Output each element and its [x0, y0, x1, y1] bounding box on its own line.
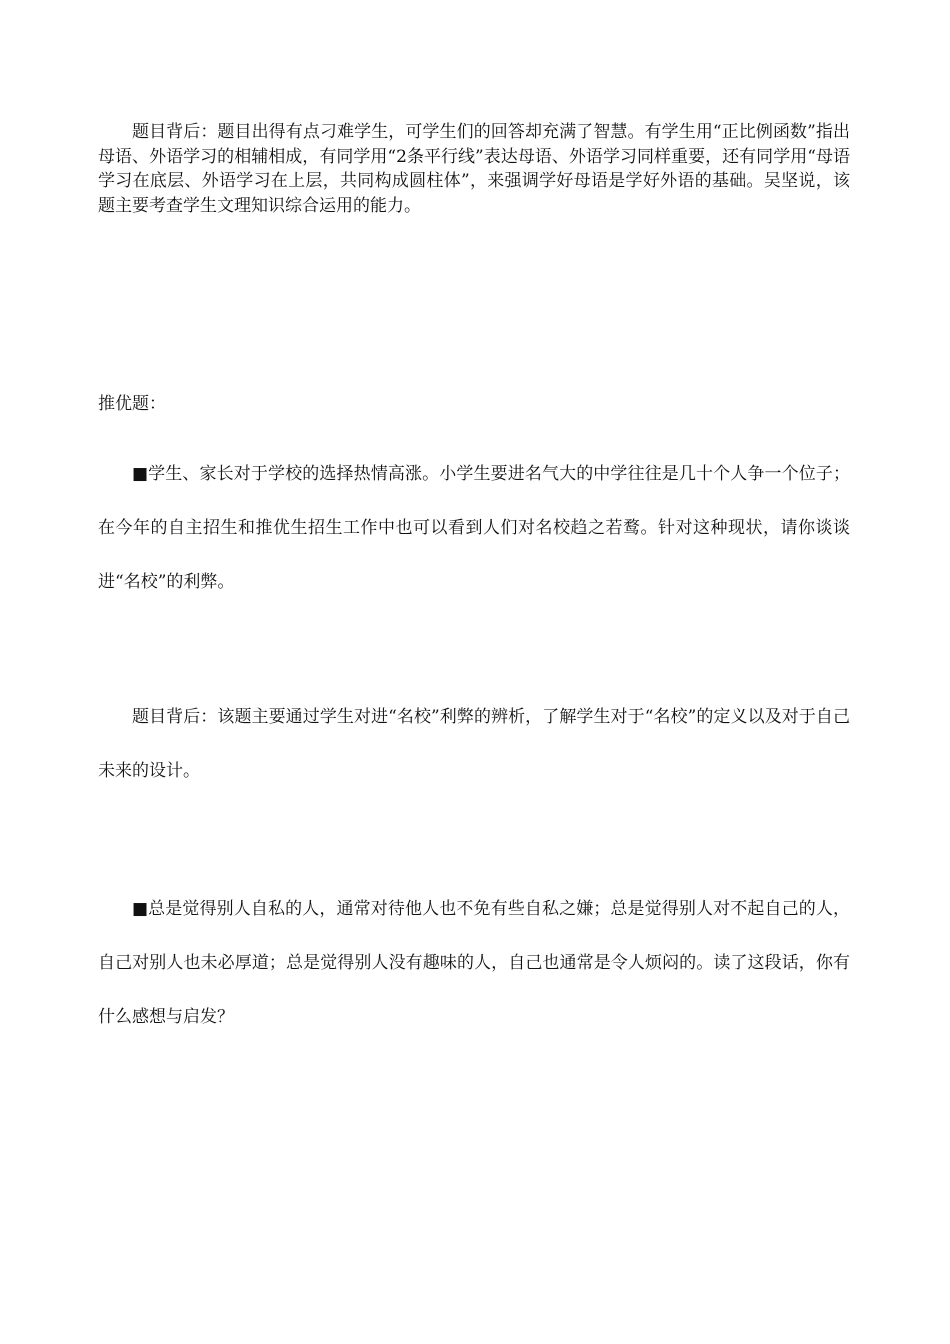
background-paragraph-2: 题目背后：该题主要通过学生对进“名校”利弊的辨析，了解学生对于“名校”的定义以及对于自己未来的设计。 [98, 707, 850, 781]
question-paragraph-2: ■总是觉得别人自私的人，通常对待他人也不免有些自私之嫌；总是觉得别人对不起自己的人，自己对别人也未必厚道；总是觉得别人没有趣味的人，自己也通常是令人烦闷的。读了这段话，你有什么感想与启发？ [98, 899, 850, 1027]
section-heading: 推优题： [98, 394, 166, 414]
question-paragraph-1: ■学生、家长对于学校的选择热情高涨。小学生要进名气大的中学往往是几十个人争一个位子；在今年的自主招生和推优生招生工作中也可以看到人们对名校趋之若鹜。针对这种现状，请你谈谈进“名校”的利弊。 [98, 464, 850, 592]
background-paragraph-1: 题目背后：题目出得有点刁难学生，可学生们的回答却充满了智慧。有学生用“正比例函数”指出母语、外语学习的相辅相成，有同学用“2条平行线”表达母语、外语学习同样重要，还有同学用“母语学习在底层、外语学习在上层，共同构成圆柱体”，来强调学好母语是学好外语的基础。吴坚说，该题主要考查学生文理知识综合运用的能力。 [98, 122, 850, 216]
